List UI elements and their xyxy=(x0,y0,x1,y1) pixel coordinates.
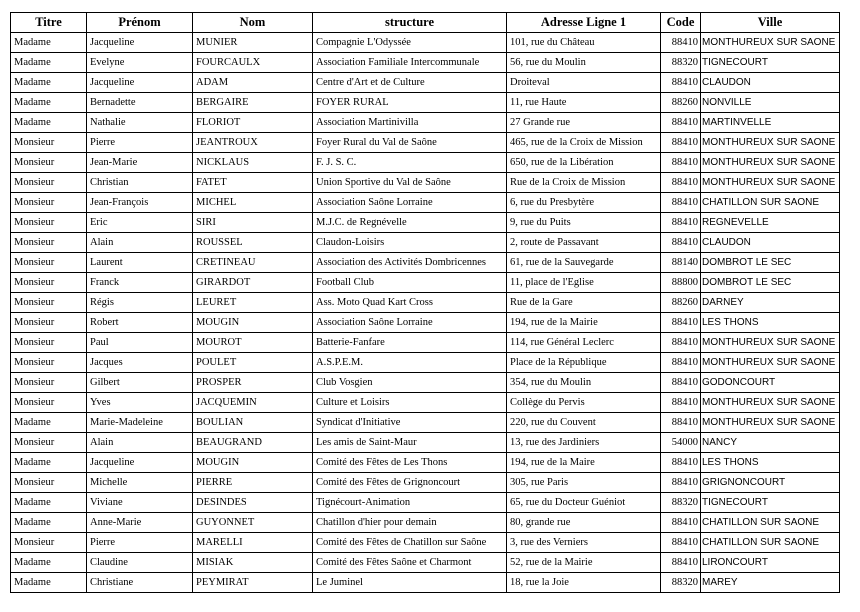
table-row xyxy=(11,53,840,73)
cell-ville: CHATILLON SUR SAONE xyxy=(701,513,840,533)
cell-nom: DESINDES xyxy=(193,493,313,513)
cell-prenom: Jean-Marie xyxy=(87,153,193,173)
cell-adresse: 305, rue Paris xyxy=(507,473,661,493)
cell-prenom: Pierre xyxy=(87,533,193,553)
cell-nom: FOURCAULX xyxy=(193,53,313,73)
cell-prenom: Jacqueline xyxy=(87,453,193,473)
table-row xyxy=(11,353,840,373)
cell-structure: Football Club xyxy=(313,273,507,293)
cell-nom: MOUROT xyxy=(193,333,313,353)
cell-nom: MARELLI xyxy=(193,533,313,553)
cell-prenom: Claudine xyxy=(87,553,193,573)
cell-titre: Monsieur xyxy=(11,173,87,193)
header-ville: Ville xyxy=(701,13,840,33)
contacts-sheet xyxy=(10,12,840,593)
cell-nom: PEYMIRAT xyxy=(193,573,313,593)
cell-nom: PIERRE xyxy=(193,473,313,493)
cell-ville: REGNEVELLE xyxy=(701,213,840,233)
cell-structure: F. J. S. C. xyxy=(313,153,507,173)
cell-code: 54000 xyxy=(661,433,701,453)
cell-prenom: Christiane xyxy=(87,573,193,593)
cell-nom: BEAUGRAND xyxy=(193,433,313,453)
cell-titre: Monsieur xyxy=(11,233,87,253)
cell-adresse: 11, place de l'Eglise xyxy=(507,273,661,293)
table-row xyxy=(11,573,840,593)
cell-structure: Comité des Fêtes de Chatillon sur Saône xyxy=(313,533,507,553)
table-row xyxy=(11,113,840,133)
cell-code: 88410 xyxy=(661,313,701,333)
cell-adresse: 2, route de Passavant xyxy=(507,233,661,253)
cell-adresse: Rue de la Croix de Mission xyxy=(507,173,661,193)
header-prenom: Prénom xyxy=(87,13,193,33)
cell-titre: Madame xyxy=(11,573,87,593)
cell-nom: POULET xyxy=(193,353,313,373)
cell-adresse: Collège du Pervis xyxy=(507,393,661,413)
cell-ville: CLAUDON xyxy=(701,233,840,253)
cell-ville: TIGNECOURT xyxy=(701,53,840,73)
cell-adresse: 465, rue de la Croix de Mission xyxy=(507,133,661,153)
cell-adresse: 52, rue de la Mairie xyxy=(507,553,661,573)
cell-titre: Madame xyxy=(11,33,87,53)
cell-titre: Monsieur xyxy=(11,373,87,393)
cell-structure: Les amis de Saint-Maur xyxy=(313,433,507,453)
cell-prenom: Evelyne xyxy=(87,53,193,73)
contacts-table xyxy=(10,12,840,593)
cell-adresse: 56, rue du Moulin xyxy=(507,53,661,73)
cell-nom: GIRARDOT xyxy=(193,273,313,293)
cell-ville: MONTHUREUX SUR SAONE xyxy=(701,33,840,53)
table-row xyxy=(11,313,840,333)
cell-structure: Union Sportive du Val de Saône xyxy=(313,173,507,193)
cell-adresse: 11, rue Haute xyxy=(507,93,661,113)
cell-structure: Association Saône Lorraine xyxy=(313,193,507,213)
cell-prenom: Alain xyxy=(87,433,193,453)
cell-adresse: 3, rue des Verniers xyxy=(507,533,661,553)
cell-adresse: 18, rue la Joie xyxy=(507,573,661,593)
cell-structure: M.J.C. de Regnévelle xyxy=(313,213,507,233)
cell-ville: DOMBROT LE SEC xyxy=(701,253,840,273)
cell-structure: Syndicat d'Initiative xyxy=(313,413,507,433)
cell-adresse: 220, rue du Couvent xyxy=(507,413,661,433)
cell-code: 88410 xyxy=(661,393,701,413)
cell-code: 88410 xyxy=(661,73,701,93)
cell-titre: Madame xyxy=(11,513,87,533)
cell-adresse: 194, rue de la Maire xyxy=(507,453,661,473)
table-row xyxy=(11,193,840,213)
cell-code: 88410 xyxy=(661,553,701,573)
cell-prenom: Pierre xyxy=(87,133,193,153)
cell-ville: MONTHUREUX SUR SAONE xyxy=(701,173,840,193)
cell-ville: DARNEY xyxy=(701,293,840,313)
cell-ville: NONVILLE xyxy=(701,93,840,113)
cell-titre: Monsieur xyxy=(11,293,87,313)
cell-code: 88410 xyxy=(661,453,701,473)
cell-titre: Madame xyxy=(11,113,87,133)
table-row xyxy=(11,293,840,313)
cell-ville: NANCY xyxy=(701,433,840,453)
cell-titre: Monsieur xyxy=(11,333,87,353)
cell-ville: MONTHUREUX SUR SAONE xyxy=(701,413,840,433)
cell-prenom: Bernadette xyxy=(87,93,193,113)
cell-ville: MONTHUREUX SUR SAONE xyxy=(701,333,840,353)
cell-prenom: Jacqueline xyxy=(87,73,193,93)
cell-structure: Claudon-Loisirs xyxy=(313,233,507,253)
cell-ville: LES THONS xyxy=(701,453,840,473)
cell-nom: BERGAIRE xyxy=(193,93,313,113)
table-row xyxy=(11,233,840,253)
cell-structure: Association des Activités Dombricennes xyxy=(313,253,507,273)
cell-titre: Monsieur xyxy=(11,533,87,553)
cell-prenom: Alain xyxy=(87,233,193,253)
cell-titre: Monsieur xyxy=(11,273,87,293)
cell-adresse: 9, rue du Puits xyxy=(507,213,661,233)
cell-prenom: Jean-François xyxy=(87,193,193,213)
cell-nom: LEURET xyxy=(193,293,313,313)
cell-code: 88260 xyxy=(661,293,701,313)
table-row xyxy=(11,493,840,513)
cell-titre: Monsieur xyxy=(11,433,87,453)
cell-nom: SIRI xyxy=(193,213,313,233)
cell-titre: Madame xyxy=(11,493,87,513)
cell-structure: Culture et Loisirs xyxy=(313,393,507,413)
cell-ville: DOMBROT LE SEC xyxy=(701,273,840,293)
table-row xyxy=(11,93,840,113)
cell-nom: ADAM xyxy=(193,73,313,93)
cell-structure: FOYER RURAL xyxy=(313,93,507,113)
cell-structure: Batterie-Fanfare xyxy=(313,333,507,353)
cell-ville: CLAUDON xyxy=(701,73,840,93)
cell-prenom: Yves xyxy=(87,393,193,413)
cell-prenom: Paul xyxy=(87,333,193,353)
cell-code: 88410 xyxy=(661,153,701,173)
cell-ville: MARTINVELLE xyxy=(701,113,840,133)
cell-prenom: Viviane xyxy=(87,493,193,513)
cell-adresse: 114, rue Général Leclerc xyxy=(507,333,661,353)
cell-code: 88410 xyxy=(661,213,701,233)
cell-adresse: 354, rue du Moulin xyxy=(507,373,661,393)
cell-prenom: Eric xyxy=(87,213,193,233)
cell-code: 88410 xyxy=(661,173,701,193)
header-code: Code xyxy=(661,13,701,33)
cell-nom: MOUGIN xyxy=(193,313,313,333)
cell-titre: Monsieur xyxy=(11,253,87,273)
table-row xyxy=(11,173,840,193)
cell-nom: FATET xyxy=(193,173,313,193)
cell-nom: ROUSSEL xyxy=(193,233,313,253)
cell-prenom: Anne-Marie xyxy=(87,513,193,533)
cell-ville: GODONCOURT xyxy=(701,373,840,393)
table-row xyxy=(11,33,840,53)
cell-titre: Madame xyxy=(11,413,87,433)
cell-structure: Ass. Moto Quad Kart Cross xyxy=(313,293,507,313)
header-nom: Nom xyxy=(193,13,313,33)
cell-adresse: 194, rue de la Mairie xyxy=(507,313,661,333)
cell-prenom: Régis xyxy=(87,293,193,313)
cell-code: 88410 xyxy=(661,533,701,553)
cell-code: 88410 xyxy=(661,33,701,53)
cell-code: 88320 xyxy=(661,53,701,73)
cell-structure: Chatillon d'hier pour demain xyxy=(313,513,507,533)
cell-adresse: Rue de la Gare xyxy=(507,293,661,313)
header-titre: Titre xyxy=(11,13,87,33)
cell-code: 88410 xyxy=(661,233,701,253)
cell-nom: PROSPER xyxy=(193,373,313,393)
cell-structure: Foyer Rural du Val de Saône xyxy=(313,133,507,153)
cell-ville: GRIGNONCOURT xyxy=(701,473,840,493)
cell-ville: MONTHUREUX SUR SAONE xyxy=(701,353,840,373)
cell-nom: JEANTROUX xyxy=(193,133,313,153)
header-structure: structure xyxy=(313,13,507,33)
cell-prenom: Gilbert xyxy=(87,373,193,393)
cell-code: 88410 xyxy=(661,353,701,373)
table-row xyxy=(11,333,840,353)
cell-ville: LES THONS xyxy=(701,313,840,333)
cell-ville: CHATILLON SUR SAONE xyxy=(701,533,840,553)
header-row xyxy=(11,13,840,33)
cell-titre: Monsieur xyxy=(11,473,87,493)
cell-titre: Monsieur xyxy=(11,313,87,333)
cell-code: 88410 xyxy=(661,513,701,533)
table-row xyxy=(11,153,840,173)
cell-titre: Monsieur xyxy=(11,353,87,373)
cell-ville: MONTHUREUX SUR SAONE xyxy=(701,393,840,413)
cell-prenom: Jacques xyxy=(87,353,193,373)
table-row xyxy=(11,273,840,293)
table-body xyxy=(11,33,840,593)
table-row xyxy=(11,73,840,93)
cell-code: 88410 xyxy=(661,133,701,153)
table-row xyxy=(11,513,840,533)
cell-code: 88410 xyxy=(661,113,701,133)
cell-ville: MONTHUREUX SUR SAONE xyxy=(701,153,840,173)
cell-titre: Monsieur xyxy=(11,193,87,213)
cell-structure: Tignécourt-Animation xyxy=(313,493,507,513)
cell-adresse: 650, rue de la Libération xyxy=(507,153,661,173)
table-row xyxy=(11,373,840,393)
cell-structure: Le Juminel xyxy=(313,573,507,593)
cell-nom: FLORIOT xyxy=(193,113,313,133)
cell-structure: Centre d'Art et de Culture xyxy=(313,73,507,93)
table-row xyxy=(11,453,840,473)
cell-nom: NICKLAUS xyxy=(193,153,313,173)
cell-code: 88140 xyxy=(661,253,701,273)
cell-nom: CRETINEAU xyxy=(193,253,313,273)
cell-adresse: 13, rue des Jardiniers xyxy=(507,433,661,453)
cell-code: 88260 xyxy=(661,93,701,113)
cell-structure: Compagnie L'Odyssée xyxy=(313,33,507,53)
cell-nom: JACQUEMIN xyxy=(193,393,313,413)
cell-code: 88320 xyxy=(661,493,701,513)
cell-code: 88410 xyxy=(661,373,701,393)
table-row xyxy=(11,393,840,413)
cell-code: 88410 xyxy=(661,333,701,353)
cell-titre: Monsieur xyxy=(11,153,87,173)
cell-structure: Comité des Fêtes de Les Thons xyxy=(313,453,507,473)
cell-structure: Association Saône Lorraine xyxy=(313,313,507,333)
cell-nom: MICHEL xyxy=(193,193,313,213)
cell-code: 88800 xyxy=(661,273,701,293)
cell-adresse: 101, rue du Château xyxy=(507,33,661,53)
cell-titre: Monsieur xyxy=(11,213,87,233)
cell-ville: CHATILLON SUR SAONE xyxy=(701,193,840,213)
table-row xyxy=(11,133,840,153)
cell-nom: MISIAK xyxy=(193,553,313,573)
cell-titre: Madame xyxy=(11,73,87,93)
cell-adresse: 6, rue du Presbytère xyxy=(507,193,661,213)
cell-ville: MAREY xyxy=(701,573,840,593)
cell-titre: Madame xyxy=(11,53,87,73)
cell-adresse: Droiteval xyxy=(507,73,661,93)
cell-prenom: Marie-Madeleine xyxy=(87,413,193,433)
cell-titre: Madame xyxy=(11,553,87,573)
cell-titre: Madame xyxy=(11,453,87,473)
cell-adresse: 27 Grande rue xyxy=(507,113,661,133)
header-adresse: Adresse Ligne 1 xyxy=(507,13,661,33)
cell-structure: Comité des Fêtes de Grignoncourt xyxy=(313,473,507,493)
cell-prenom: Michelle xyxy=(87,473,193,493)
cell-prenom: Nathalie xyxy=(87,113,193,133)
table-row xyxy=(11,413,840,433)
cell-ville: TIGNECOURT xyxy=(701,493,840,513)
cell-structure: Association Martinivilla xyxy=(313,113,507,133)
cell-code: 88410 xyxy=(661,413,701,433)
cell-titre: Madame xyxy=(11,93,87,113)
cell-prenom: Jacqueline xyxy=(87,33,193,53)
cell-ville: LIRONCOURT xyxy=(701,553,840,573)
cell-nom: GUYONNET xyxy=(193,513,313,533)
cell-prenom: Laurent xyxy=(87,253,193,273)
cell-prenom: Christian xyxy=(87,173,193,193)
cell-adresse: 80, grande rue xyxy=(507,513,661,533)
table-row xyxy=(11,253,840,273)
table-row xyxy=(11,213,840,233)
table-row xyxy=(11,533,840,553)
table-row xyxy=(11,473,840,493)
cell-nom: MOUGIN xyxy=(193,453,313,473)
cell-structure: Club Vosgien xyxy=(313,373,507,393)
cell-structure: Comité des Fêtes Saône et Charmont xyxy=(313,553,507,573)
cell-titre: Monsieur xyxy=(11,393,87,413)
cell-titre: Monsieur xyxy=(11,133,87,153)
cell-structure: A.S.P.E.M. xyxy=(313,353,507,373)
cell-prenom: Robert xyxy=(87,313,193,333)
cell-code: 88410 xyxy=(661,193,701,213)
cell-ville: MONTHUREUX SUR SAONE xyxy=(701,133,840,153)
cell-adresse: 61, rue de la Sauvegarde xyxy=(507,253,661,273)
table-row xyxy=(11,553,840,573)
cell-code: 88410 xyxy=(661,473,701,493)
cell-adresse: 65, rue du Docteur Guéniot xyxy=(507,493,661,513)
cell-adresse: Place de la République xyxy=(507,353,661,373)
cell-prenom: Franck xyxy=(87,273,193,293)
table-row xyxy=(11,433,840,453)
cell-nom: BOULIAN xyxy=(193,413,313,433)
cell-structure: Association Familiale Intercommunale xyxy=(313,53,507,73)
cell-code: 88320 xyxy=(661,573,701,593)
cell-nom: MUNIER xyxy=(193,33,313,53)
